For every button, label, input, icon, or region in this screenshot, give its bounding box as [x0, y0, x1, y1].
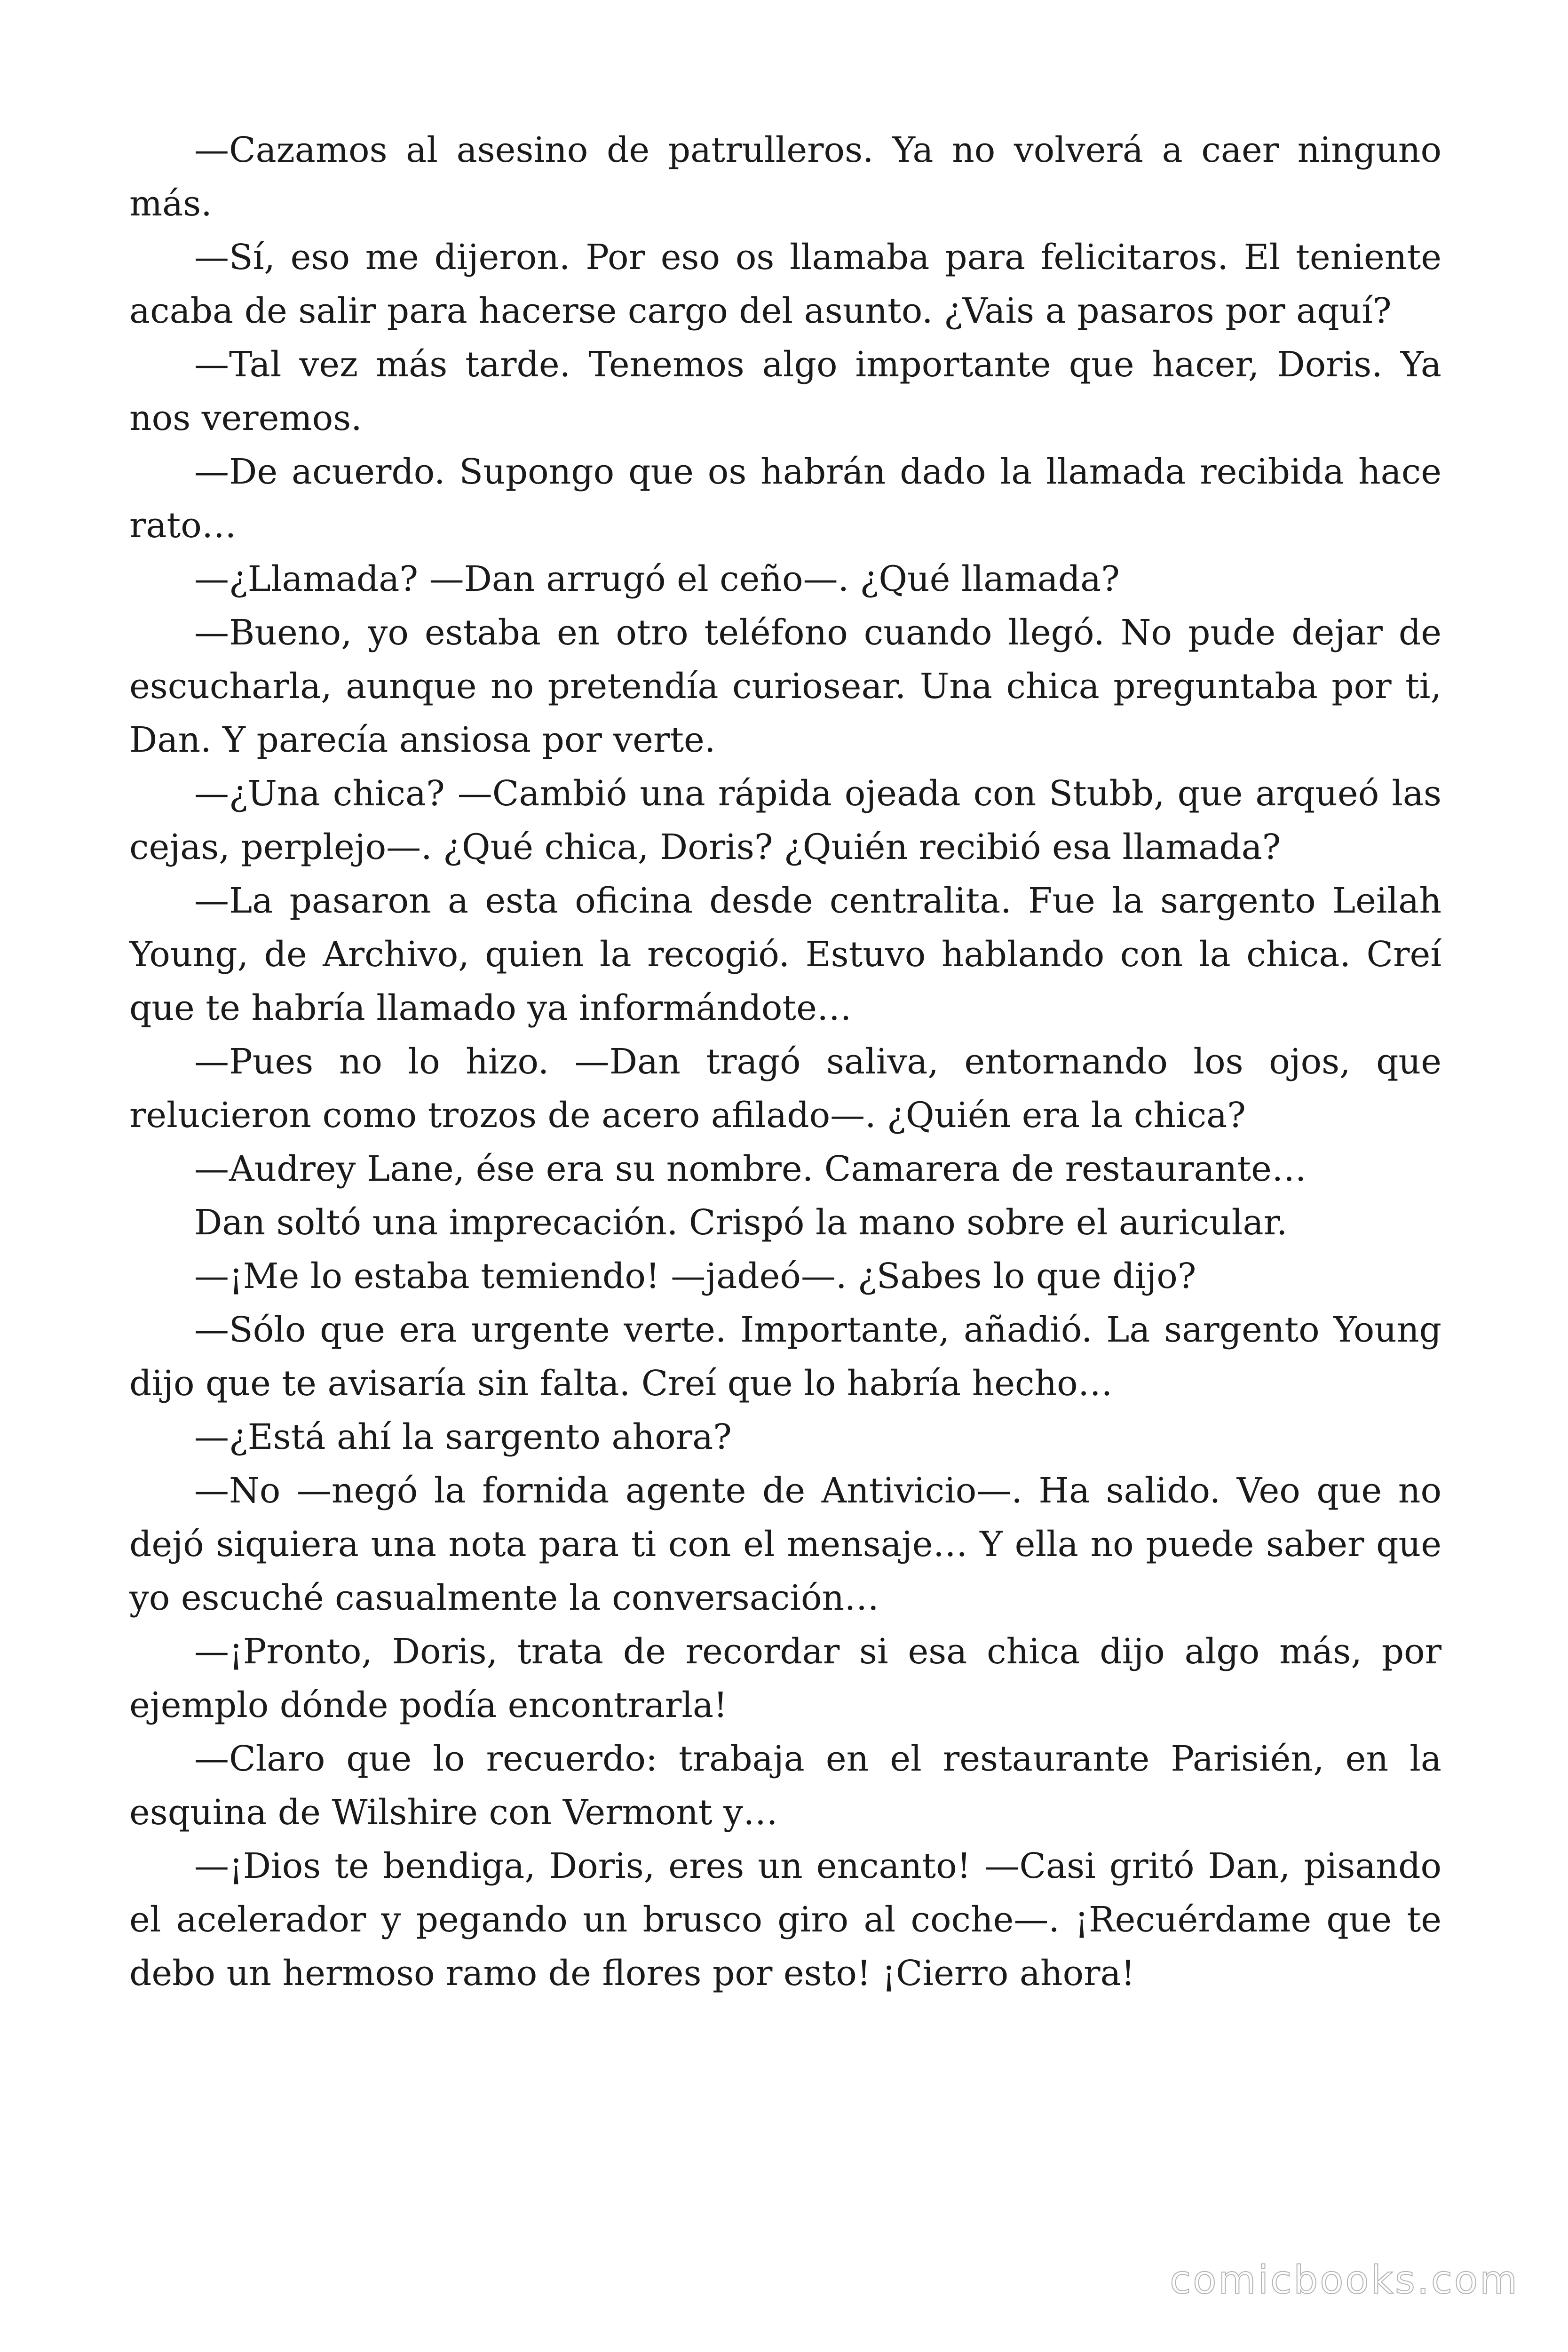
paragraph-10: —Audrey Lane, ése era su nombre. Camarera de restaurante…	[194, 1149, 1307, 1189]
paragraph-15: —No —negó la fornida agente de Antivicio—. Ha salido. Veo que no dejó siquiera una nota para ti con el mensaje… Y ella no puede saber que yo escuché casualmente la conversación…	[129, 1470, 1441, 1618]
paragraph-7: —¿Una chica? —Cambió una rápida ojeada con Stubb, que arqueó las cejas, perplejo—. ¿Qué chica, Doris? ¿Quién recibió esa llamada?	[129, 773, 1441, 867]
paragraph-14: —¿Está ahí la sargento ahora?	[194, 1417, 732, 1457]
paragraph-4: —De acuerdo. Supongo que os habrán dado la llamada recibida hace rato…	[129, 452, 1441, 546]
paragraph-13: —Sólo que era urgente verte. Importante, añadió. La sargento Young dijo que te avisaría sin falta. Creí que lo habría hecho…	[129, 1310, 1441, 1404]
paragraph-12: —¡Me lo estaba temiendo! —jadeó—. ¿Sabes lo que dijo?	[194, 1256, 1196, 1296]
paragraph-3: —Tal vez más tarde. Tenemos algo importante que hacer, Doris. Ya nos veremos.	[129, 344, 1441, 438]
paragraph-2: —Sí, eso me dijeron. Por eso os llamaba para felicitaros. El teniente acaba de salir para hacerse cargo del asunto. ¿Vais a pasaros por aquí?	[129, 237, 1441, 331]
paragraph-9: —Pues no lo hizo. —Dan tragó saliva, entornando los ojos, que relucieron como trozos de acero afilado—. ¿Quién era la chica?	[129, 1041, 1441, 1136]
watermark: comicbooks.com	[1170, 2258, 1519, 2303]
paragraph-17: —Claro que lo recuerdo: trabaja en el restaurante Parisién, en la esquina de Wilshire con Vermont y…	[129, 1739, 1441, 1833]
paragraph-6: —Bueno, yo estaba en otro teléfono cuando llegó. No pude dejar de escucharla, aunque no pretendía curiosear. Una chica preguntaba por ti, Dan. Y parecía ansiosa por verte.	[129, 612, 1441, 760]
book-page-text	[129, 123, 1441, 2000]
paragraph-18: —¡Dios te bendiga, Doris, eres un encanto! —Casi gritó Dan, pisando el acelerador y pegando un brusco giro al coche—. ¡Recuérdame que te debo un hermoso ramo de flores por esto! ¡Cierro ahora!	[129, 1846, 1441, 1994]
paragraph-1: —Cazamos al asesino de patrulleros. Ya no volverá a caer ninguno más.	[129, 130, 1441, 224]
paragraph-8: —La pasaron a esta oficina desde centralita. Fue la sargento Leilah Young, de Archivo, quien la recogió. Estuvo hablando con la chica. Creí que te habría llamado ya informándote…	[129, 881, 1441, 1028]
paragraph-5: —¿Llamada? —Dan arrugó el ceño—. ¿Qué llamada?	[194, 559, 1120, 599]
paragraph-11: Dan soltó una imprecación. Crispó la mano sobre el auricular.	[194, 1202, 1288, 1243]
paragraph-16: —¡Pronto, Doris, trata de recordar si esa chica dijo algo más, por ejemplo dónde podía encontrarla!	[129, 1631, 1441, 1725]
